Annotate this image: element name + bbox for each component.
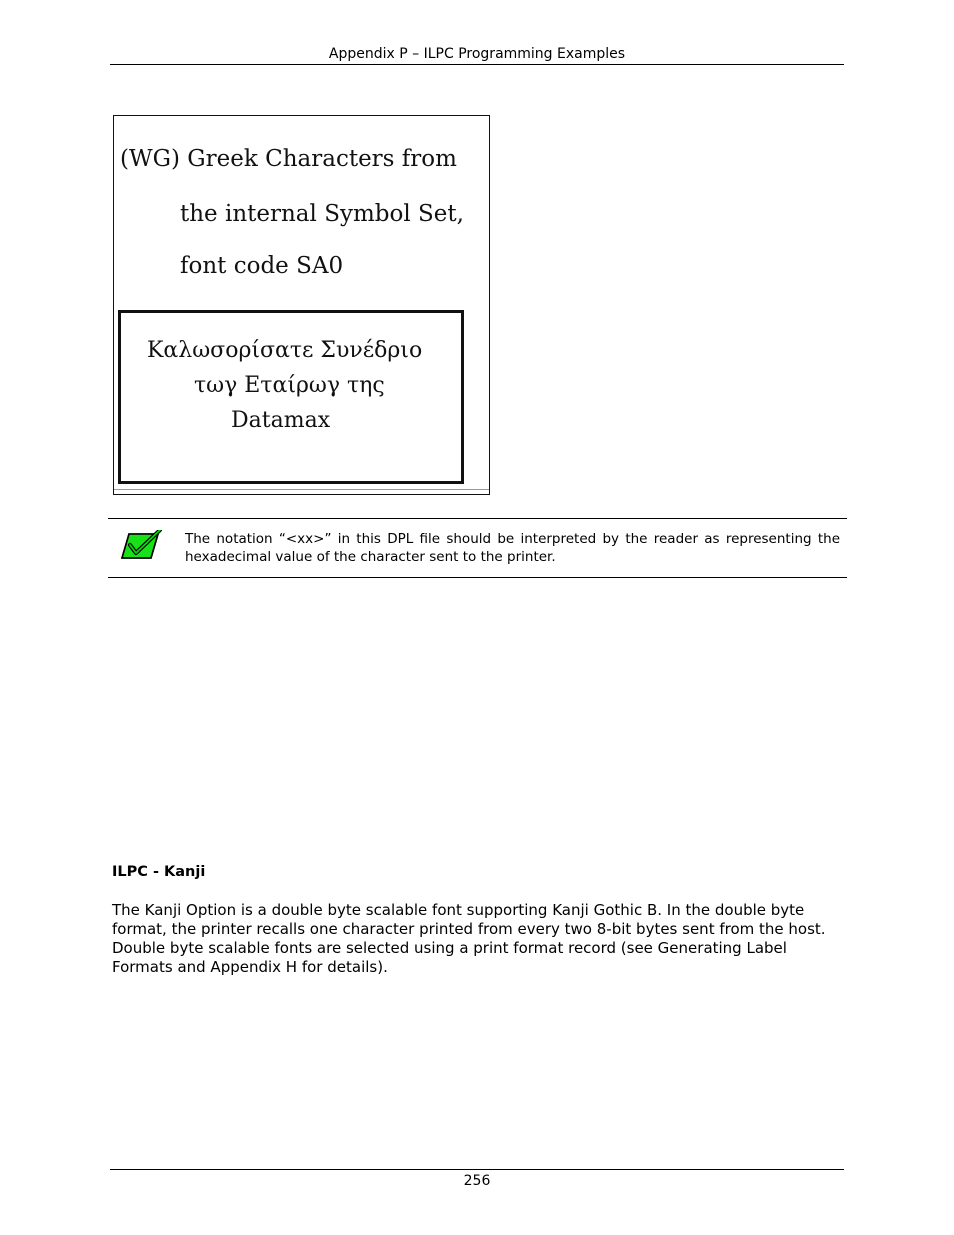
check-note-icon [120, 530, 162, 562]
footer-divider [110, 1169, 844, 1170]
page-header-title: Appendix P – ILPC Programming Examples [328, 46, 626, 62]
section-paragraph: The Kanji Option is a double byte scalable font supporting Kanji Gothic B. In the double byte format, the printer recalls one character printed from every two 8-bit bytes sent from the host. Double byte scalable fonts are selected using a print format record (see Generating Label Formats and Appendix H for details). [112, 901, 826, 976]
page-number: 256 [463, 1173, 491, 1189]
header-divider [110, 64, 844, 65]
label-scan-edge [114, 489, 489, 490]
greek-text-box [118, 310, 464, 484]
greek-line-2: τωγ Εταίρωγ της [194, 373, 385, 398]
note-text: The notation “<xx>” in this DPL file should be interpreted by the reader as representing the hexadecimal value of the character sent to the printer. [185, 531, 840, 565]
note-top-rule [108, 518, 847, 519]
label-line-1: (WG) Greek Characters from [120, 146, 457, 172]
greek-line-1: Καλωσορίσατε Συνέδριο [147, 338, 423, 363]
label-line-3: font code SA0 [180, 253, 344, 279]
greek-line-3: Datamax [231, 408, 331, 433]
section-heading: ILPC - Kanji [112, 864, 206, 880]
note-bottom-rule [108, 577, 847, 578]
label-line-2: the internal Symbol Set, [180, 201, 464, 227]
label-sample-image [113, 115, 490, 495]
